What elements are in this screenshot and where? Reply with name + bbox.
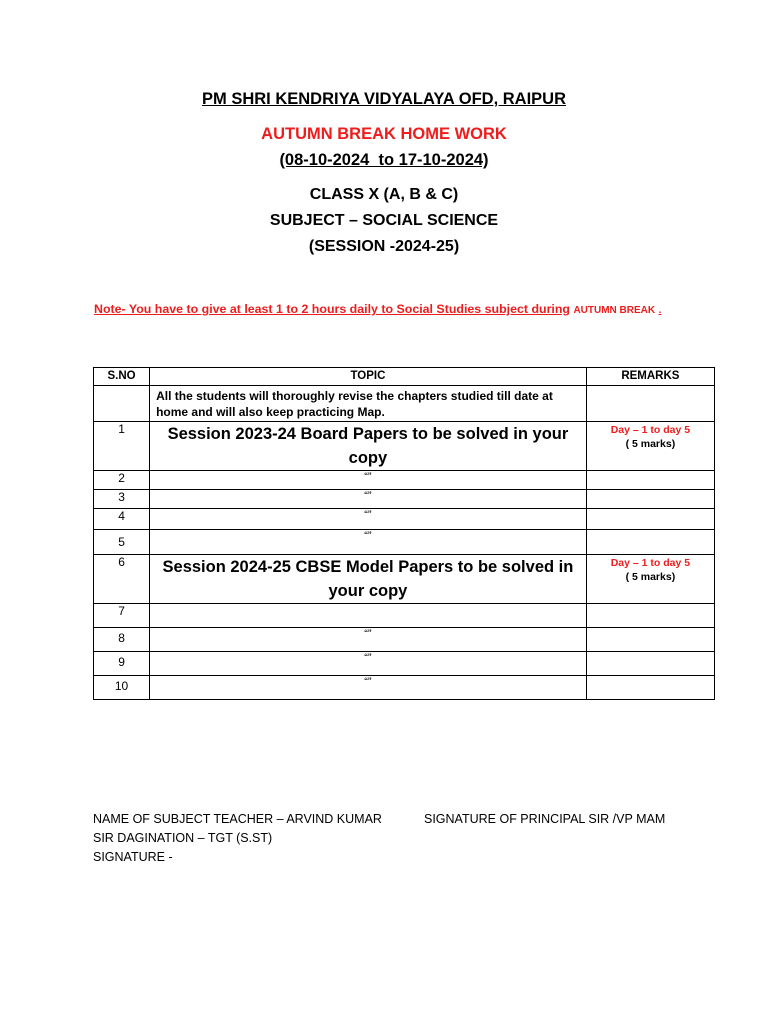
row-topic: Session 2023-24 Board Papers to be solved in your copy [167,425,569,467]
row-topic: “” [364,628,372,640]
row-topic: “” [364,652,372,664]
row-remark-marks: ( 5 marks) [625,571,676,583]
header-remarks: REMARKS [586,368,714,386]
row-sno: 7 [94,604,150,628]
row-remark-marks: ( 5 marks) [625,438,676,450]
table-row [94,386,715,422]
row-sno: 9 [94,652,150,676]
header-sno: S.NO [94,368,150,386]
row-sno: 10 [94,676,150,700]
row-remark-days: Day – 1 to day 5 [610,557,691,569]
break-dates: (08-10-2024 to 17-10-2024) [279,151,489,169]
row-sno: 5 [94,530,150,555]
principal-signature: SIGNATURE OF PRINCIPAL SIR /VP MAM [424,812,666,826]
row-remark-days: Day – 1 to day 5 [610,424,691,436]
header-topic: TOPIC [150,368,587,386]
table-row [94,530,715,555]
table-row [94,490,715,509]
row-topic: Session 2024-25 CBSE Model Papers to be solved in your copy [162,558,574,600]
row-sno: 1 [94,422,150,471]
row-topic: “” [364,676,372,688]
row-sno: 6 [94,555,150,604]
homework-title: AUTUMN BREAK HOME WORK [261,125,507,143]
row-sno: 8 [94,628,150,652]
note-end: . [658,305,662,316]
revision-instruction: All the students will thoroughly revise the chapters studied till date at home and will also keep practicing Map. [156,389,553,419]
note-tail: AUTUMN BREAK [573,305,656,316]
class-line: CLASS X (A, B & C) [309,186,459,203]
school-name: PM SHRI KENDRIYA VIDYALAYA OFD, RAIPUR [202,90,566,108]
table-row [94,422,715,471]
teacher-signature: SIGNATURE - [93,850,173,864]
subject-line: SUBJECT – SOCIAL SCIENCE [269,212,499,229]
row-sno: 3 [94,490,150,509]
teacher-designation: SIR DAGINATION – TGT (S.ST) [93,831,273,845]
teacher-name: NAME OF SUBJECT TEACHER – ARVIND KUMAR [93,812,382,826]
table-row [94,509,715,530]
session-line: (SESSION -2024-25) [308,238,460,255]
row-topic: “” [364,509,372,521]
row-topic: “” [364,471,372,483]
teacher-block [93,810,382,867]
table-row [94,676,715,700]
table-row [94,652,715,676]
table-row [94,471,715,490]
table-row [94,628,715,652]
table-row [94,555,715,604]
table-header-row [94,368,715,386]
row-sno: 2 [94,471,150,490]
homework-table [93,367,715,700]
row-topic: “” [364,490,372,502]
row-sno: 4 [94,509,150,530]
study-note [94,301,694,319]
table-row [94,604,715,628]
row-topic: “” [364,530,372,542]
note-main: Note- You have to give at least 1 to 2 hours daily to Social Studies subject during [94,302,570,316]
